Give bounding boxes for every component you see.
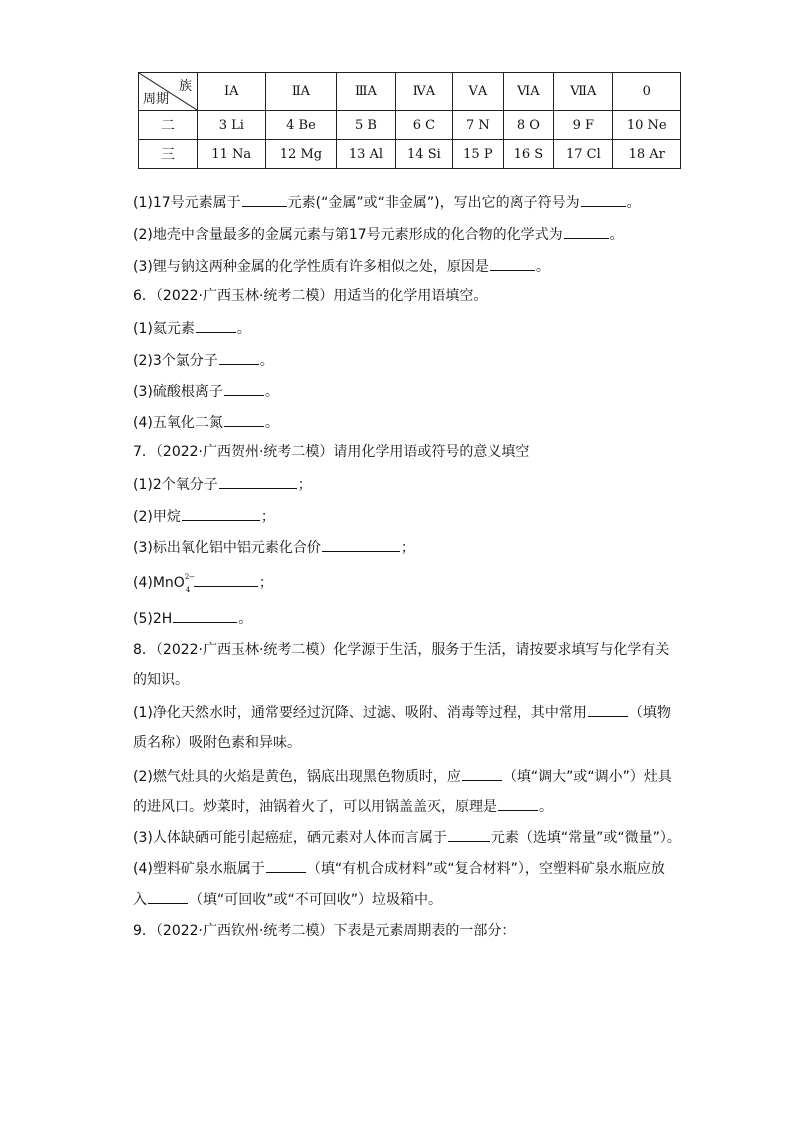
answer-blank[interactable] <box>242 192 287 207</box>
q5-item-3-text: (3)锂与钠这两种金属的化学性质有许多相似之处，原因是 <box>133 259 489 275</box>
period-label: 二 <box>139 111 198 140</box>
q6-item-3-end: 。 <box>264 384 279 400</box>
group-header: ⅢA <box>337 73 395 111</box>
period-label: 三 <box>139 140 198 169</box>
q7-item-4 <box>133 572 273 593</box>
element-cell: 7 N <box>453 111 503 140</box>
q7-item-1-text: (1)2个氧分子 <box>133 477 218 493</box>
q7-item-5 <box>133 608 252 629</box>
corner-group-label: 族 <box>178 79 192 94</box>
answer-blank[interactable] <box>224 381 264 396</box>
q8-title: 8．（2022·广西玉林·统考二模）化学源于生活，服务于生活，请按要求填写与化学有关 <box>133 642 670 658</box>
q7-item-3 <box>133 537 415 558</box>
answer-blank[interactable] <box>194 572 258 587</box>
answer-blank[interactable] <box>588 702 628 717</box>
answer-blank[interactable] <box>148 889 188 904</box>
q5-item-2-end: 。 <box>609 227 624 243</box>
q5-item-2 <box>133 224 624 245</box>
element-cell: 11 Na <box>198 140 266 169</box>
q8-item-4 <box>133 858 665 879</box>
element-cell: 15 P <box>453 140 503 169</box>
q8-item-3 <box>133 827 681 848</box>
q7-item-4-end: ； <box>258 575 273 591</box>
q6-item-4 <box>133 412 279 433</box>
q8-item-4-text-4: （填“可回收”或“不可回收”）垃圾箱中。 <box>189 892 443 908</box>
answer-blank[interactable] <box>490 256 535 271</box>
element-cell: 10 Ne <box>613 111 681 140</box>
q6-item-1-end: 。 <box>236 321 251 337</box>
q8-title-cont: 的知识。 <box>133 672 189 688</box>
q8-item-1-cont: 质名称）吸附色素和异味。 <box>133 735 301 751</box>
periodic-table <box>138 72 681 169</box>
q8-item-2-text: (2)燃气灶具的火焰是黄色，锅底出现黑色物质时，应 <box>133 769 461 785</box>
q5-item-3 <box>133 256 550 277</box>
q6-item-3-text: (3)硫酸根离子 <box>133 384 223 400</box>
q6-item-4-end: 。 <box>264 415 279 431</box>
q7-item-5-text: (5)2H <box>133 611 173 627</box>
q9-title: 9．（2022·广西钦州·统考二模）下表是元素周期表的一部分： <box>133 923 516 939</box>
q5-item-1-text: (1)17号元素属于 <box>133 195 241 211</box>
answer-blank[interactable] <box>448 827 490 842</box>
q7-item-3-text: (3)标出氧化铝中铝元素化合价 <box>133 540 321 556</box>
q8-item-2-end: 。 <box>539 799 553 815</box>
q5-item-2-text: (2)地壳中含量最多的金属元素与第17号元素形成的化合物的化学式为 <box>133 227 563 243</box>
q8-item-2 <box>133 766 672 787</box>
answer-blank[interactable] <box>581 192 626 207</box>
q8-item-4-text-3: 入 <box>133 892 147 908</box>
q7-item-3-end: ； <box>400 540 415 556</box>
table-corner-cell <box>139 73 198 111</box>
q8-item-3-text: (3)人体缺硒可能引起癌症，硒元素对人体而言属于 <box>133 830 447 846</box>
q7-item-4-text: (4)MnO <box>133 575 185 591</box>
q8-item-1-text-2: （填物 <box>628 705 671 721</box>
q8-item-1 <box>133 702 671 723</box>
q7-item-2-end: ； <box>260 509 275 525</box>
corner-period-label: 周期 <box>143 92 170 107</box>
ion-charge: 2− <box>184 573 196 581</box>
q7-item-2 <box>133 506 275 527</box>
element-cell: 13 Al <box>337 140 395 169</box>
answer-blank[interactable] <box>219 474 297 489</box>
answer-blank[interactable] <box>196 318 236 333</box>
q5-item-1 <box>133 192 641 213</box>
q6-title: 6．（2022·广西玉林·统考二模）用适当的化学用语填空。 <box>133 288 488 304</box>
q5-item-3-end: 。 <box>535 259 550 275</box>
element-cell: 12 Mg <box>265 140 337 169</box>
q8-item-2-text-3: 的进风口。炒菜时，油锅着火了，可以用锅盖盖灭，原理是 <box>133 799 497 815</box>
q8-item-2-cont <box>133 796 553 817</box>
q6-item-3 <box>133 381 279 402</box>
q7-item-1 <box>133 474 312 495</box>
q8-item-1-text: (1)净化天然水时，通常要经过沉降、过滤、吸附、消毒等过程，其中常用 <box>133 705 587 721</box>
element-cell: 8 O <box>503 111 554 140</box>
group-header: ⅦA <box>554 73 613 111</box>
element-cell: 5 B <box>337 111 395 140</box>
element-cell: 6 C <box>395 111 453 140</box>
group-header: ⅥA <box>503 73 554 111</box>
group-header: 0 <box>613 73 681 111</box>
answer-blank[interactable] <box>224 412 264 427</box>
q8-item-4-cont <box>133 889 442 910</box>
q6-item-1-text: (1)氦元素 <box>133 321 195 337</box>
group-header: ⅤA <box>453 73 503 111</box>
element-cell: 16 S <box>503 140 554 169</box>
q8-item-4-text-2: （填“有机合成材料”或“复合材料”），空塑料矿泉水瓶应放 <box>306 861 665 877</box>
table-row <box>139 140 681 169</box>
answer-blank[interactable] <box>322 537 400 552</box>
element-cell: 18 Ar <box>613 140 681 169</box>
q8-item-2-text-2: （填“调大”或“调小”）灶具 <box>502 769 672 785</box>
q6-item-2-end: 。 <box>259 353 274 369</box>
element-cell: 3 Li <box>198 111 266 140</box>
answer-blank[interactable] <box>219 350 259 365</box>
q6-item-4-text: (4)五氧化二氮 <box>133 415 223 431</box>
ion-charge-notation <box>184 573 196 594</box>
answer-blank[interactable] <box>173 608 237 623</box>
group-header: ⅠA <box>198 73 266 111</box>
group-header: ⅡA <box>265 73 337 111</box>
answer-blank[interactable] <box>182 506 260 521</box>
q5-item-1-text-2: 元素(“金属”或“非金属”)，写出它的离子符号为 <box>287 195 580 211</box>
q6-item-2 <box>133 350 274 371</box>
q5-item-1-end: 。 <box>626 195 641 211</box>
element-cell: 9 F <box>554 111 613 140</box>
q6-item-2-text: (2)3个氯分子 <box>133 353 218 369</box>
answer-blank[interactable] <box>462 766 502 781</box>
q7-item-1-end: ； <box>297 477 312 493</box>
table-header-row <box>139 73 681 111</box>
element-cell: 4 Be <box>265 111 337 140</box>
q6-item-1 <box>133 318 251 339</box>
table-row <box>139 111 681 140</box>
answer-blank[interactable] <box>266 858 306 873</box>
q7-item-5-end: 。 <box>238 611 253 627</box>
answer-blank[interactable] <box>564 224 609 239</box>
q7-item-2-text: (2)甲烷 <box>133 509 181 525</box>
group-header: ⅣA <box>395 73 453 111</box>
q8-item-3-text-2: 元素（选填“常量”或“微量”）。 <box>490 830 681 846</box>
q8-item-4-text: (4)塑料矿泉水瓶属于 <box>133 861 265 877</box>
q7-title: 7．（2022·广西贺州·统考二模）请用化学用语或符号的意义填空 <box>133 444 530 460</box>
answer-blank[interactable] <box>498 796 538 811</box>
ion-subscript: 4 <box>185 586 191 594</box>
element-cell: 14 Si <box>395 140 453 169</box>
element-cell: 17 Cl <box>554 140 613 169</box>
